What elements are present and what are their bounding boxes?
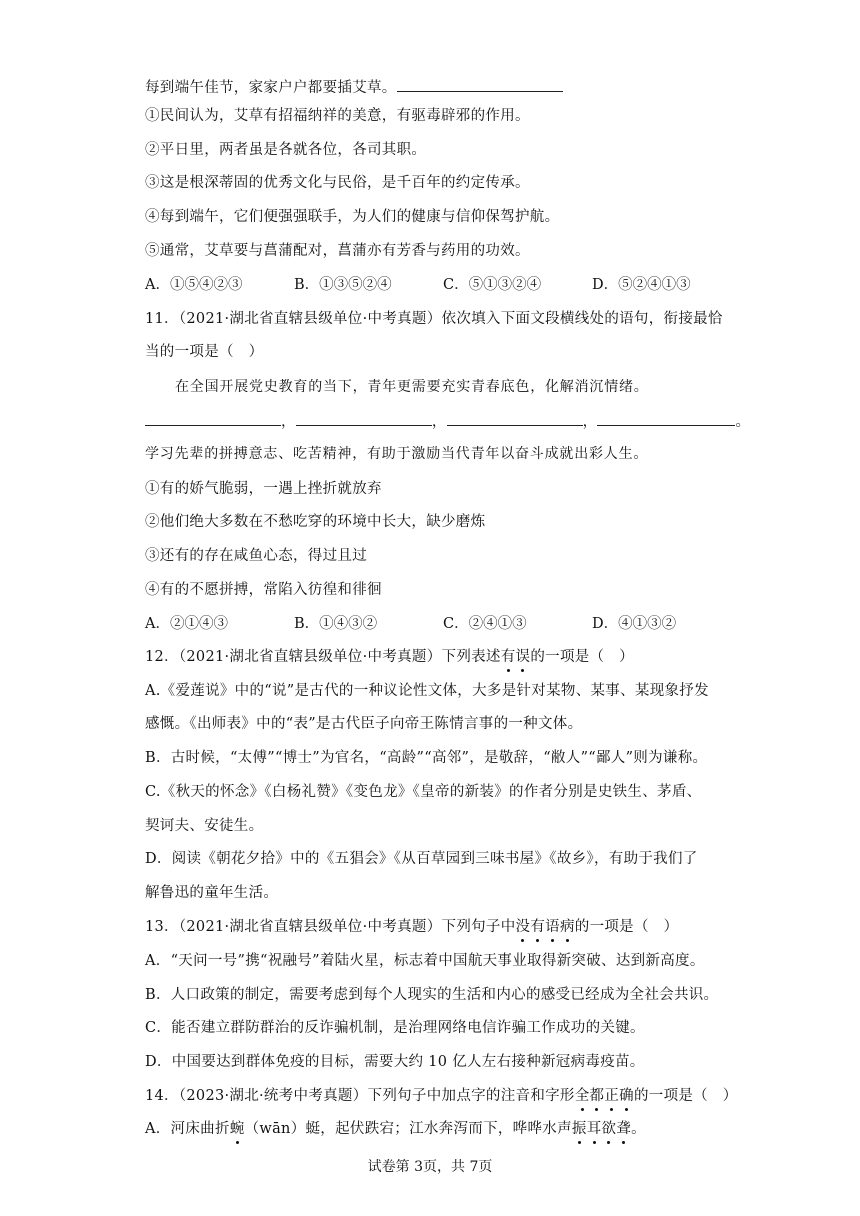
q11-blank-4[interactable] xyxy=(597,411,735,426)
q14-option-a-part-2: （wān）蜓，起伏跌宕；江水奔泻而下，哗哗水声 xyxy=(244,1121,572,1137)
q14-option-a-part-1: A．河床曲折 xyxy=(145,1121,230,1137)
q11-option-c[interactable]: C．②④①③ xyxy=(443,616,527,632)
q11-item-3: ③还有的存在咸鱼心态，得过且过 xyxy=(145,548,367,564)
q14-stem-emphasis: 全都正确 xyxy=(574,1088,634,1104)
q11-blank-3[interactable] xyxy=(447,411,583,426)
q10-stem: 每到端午佳节，家家户户都要插艾草。 xyxy=(145,80,397,96)
q10-option-d[interactable]: D．⑤②④①③ xyxy=(592,277,691,293)
q11-option-b[interactable]: B．①④③② xyxy=(294,616,378,632)
q12-option-c-line-1[interactable]: C.《秋天的怀念》《白杨礼赞》《变色龙》《皇帝的新装》的作者分别是史铁生、茅盾、 xyxy=(145,784,702,800)
q10-option-b[interactable]: B．①③⑤②④ xyxy=(294,277,392,293)
q13-option-b[interactable]: B．人口政策的制定，需要考虑到每个人现实的生活和内心的感受已经成为全社会共识。 xyxy=(145,987,719,1003)
q12-option-a-line-2: 感慨。《出师表》中的“表”是古代臣子向帝王陈情言事的一种文体。 xyxy=(145,716,583,732)
q14-stem xyxy=(145,1086,738,1106)
page-footer: 试卷第 3页，共 7页 xyxy=(367,1159,493,1175)
q11-blank-1[interactable] xyxy=(145,411,281,426)
q11-item-1: ①有的娇气脆弱，一遇上挫折就放弃 xyxy=(145,481,382,497)
q10-stem-line xyxy=(145,77,563,98)
q10-item-2: ②平日里，两者虽是各就各位，各司其职。 xyxy=(145,142,427,158)
q13-option-c[interactable]: C．能否建立群防群治的反诈骗机制，是治理网络电信诈骗工作成功的关键。 xyxy=(145,1020,645,1036)
q10-option-c[interactable]: C．⑤①③②④ xyxy=(443,277,542,293)
q12-option-a-line-1[interactable]: A.《爱莲说》中的“说”是古代的一种议论性文体，大多是针对某物、某事、某现象抒发 xyxy=(145,683,709,699)
q11-item-4: ④有的不愿拼搏，常陷入彷徨和徘徊 xyxy=(145,582,382,598)
q11-comma-2: ， xyxy=(431,414,447,430)
q10-answer-blank[interactable] xyxy=(397,77,563,92)
q11-period: 。 xyxy=(735,414,751,430)
q14-stem-post: 的一项是（ ） xyxy=(633,1088,738,1104)
q11-passage-line-1: 在全国开展党史教育的当下，青年更需要充实青春底色，化解消沉情绪。 xyxy=(175,379,649,395)
q11-item-2: ②他们绝大多数在不愁吃穿的环境中长大，缺少磨炼 xyxy=(145,514,486,530)
q14-dotted-phrase: 振耳欲聋 xyxy=(571,1121,632,1137)
q10-item-3: ③这是根深蒂固的优秀文化与民俗，是千百年的约定传承。 xyxy=(145,175,530,191)
q12-stem-pre: 12．（2021·湖北省直辖县级单位·中考真题）下列表述 xyxy=(145,649,501,665)
q11-passage-blanks xyxy=(145,411,750,432)
q13-stem-post: 的一项是（ ） xyxy=(574,919,679,935)
q12-option-c-line-2: 契诃夫、安徒生。 xyxy=(145,818,264,834)
q11-comma-3: ， xyxy=(582,414,598,430)
q10-item-5: ⑤通常，艾草要与菖蒲配对，菖蒲亦有芳香与药用的功效。 xyxy=(145,243,530,259)
q11-comma-1: ， xyxy=(281,414,296,430)
q11-stem-line-2: 当的一项是（ ） xyxy=(145,344,264,360)
q13-stem-emphasis: 没有语病 xyxy=(515,919,575,935)
q14-stem-pre: 14．（2023·湖北·统考中考真题）下列句子中加点字的注音和字形 xyxy=(145,1088,575,1104)
q12-stem-emphasis: 有误 xyxy=(500,649,531,665)
q11-passage-line-3: 学习先辈的拼搏意志、吃苦精神，有助于激励当代青年以奋斗成就出彩人生。 xyxy=(145,446,649,462)
q12-option-b[interactable]: B．古时候，“太傅”“博士”为官名，“高龄”“高邻”，是敬辞，“敝人”“鄙人”则为谦称。 xyxy=(145,750,708,766)
q12-option-d-line-2: 解鲁迅的童年生活。 xyxy=(145,885,279,901)
q14-option-a[interactable] xyxy=(145,1119,646,1139)
q14-dotted-char-1: 蜿 xyxy=(229,1121,245,1137)
q10-option-a[interactable]: A．①⑤④②③ xyxy=(145,277,243,293)
q11-option-a[interactable]: A．②①④③ xyxy=(145,616,228,632)
q13-option-d[interactable]: D．中国要达到群体免疫的目标，需要大约 10 亿人左右接种新冠病毒疫苗。 xyxy=(145,1054,645,1070)
q10-item-4: ④每到端午，它们便强强联手，为人们的健康与信仰保驾护航。 xyxy=(145,209,560,225)
q11-blank-2[interactable] xyxy=(296,411,432,426)
q14-option-a-part-3: 。 xyxy=(631,1121,646,1137)
q12-stem-post: 的一项是（ ） xyxy=(530,649,634,665)
q13-stem xyxy=(145,917,678,937)
q13-option-a[interactable]: A．“天问一号”携“祝融号”着陆火星，标志着中国航天事业取得新突破、达到新高度。 xyxy=(145,953,705,969)
q11-option-d[interactable]: D．④①③② xyxy=(592,616,677,632)
q12-option-d-line-1[interactable]: D．阅读《朝花夕拾》中的《五猖会》《从百草园到三味书屋》《故乡》，有助于我们了 xyxy=(145,851,698,867)
q13-stem-pre: 13．（2021·湖北省直辖县级单位·中考真题）下列句子中 xyxy=(145,919,516,935)
q11-stem-line-1: 11．（2021·湖北省直辖县级单位·中考真题）依次填入下面文段横线处的语句，衔接最恰 xyxy=(145,311,723,327)
q10-item-1: ①民间认为，艾草有招福纳祥的美意，有驱毒辟邪的作用。 xyxy=(145,108,530,124)
q12-stem xyxy=(145,647,634,667)
